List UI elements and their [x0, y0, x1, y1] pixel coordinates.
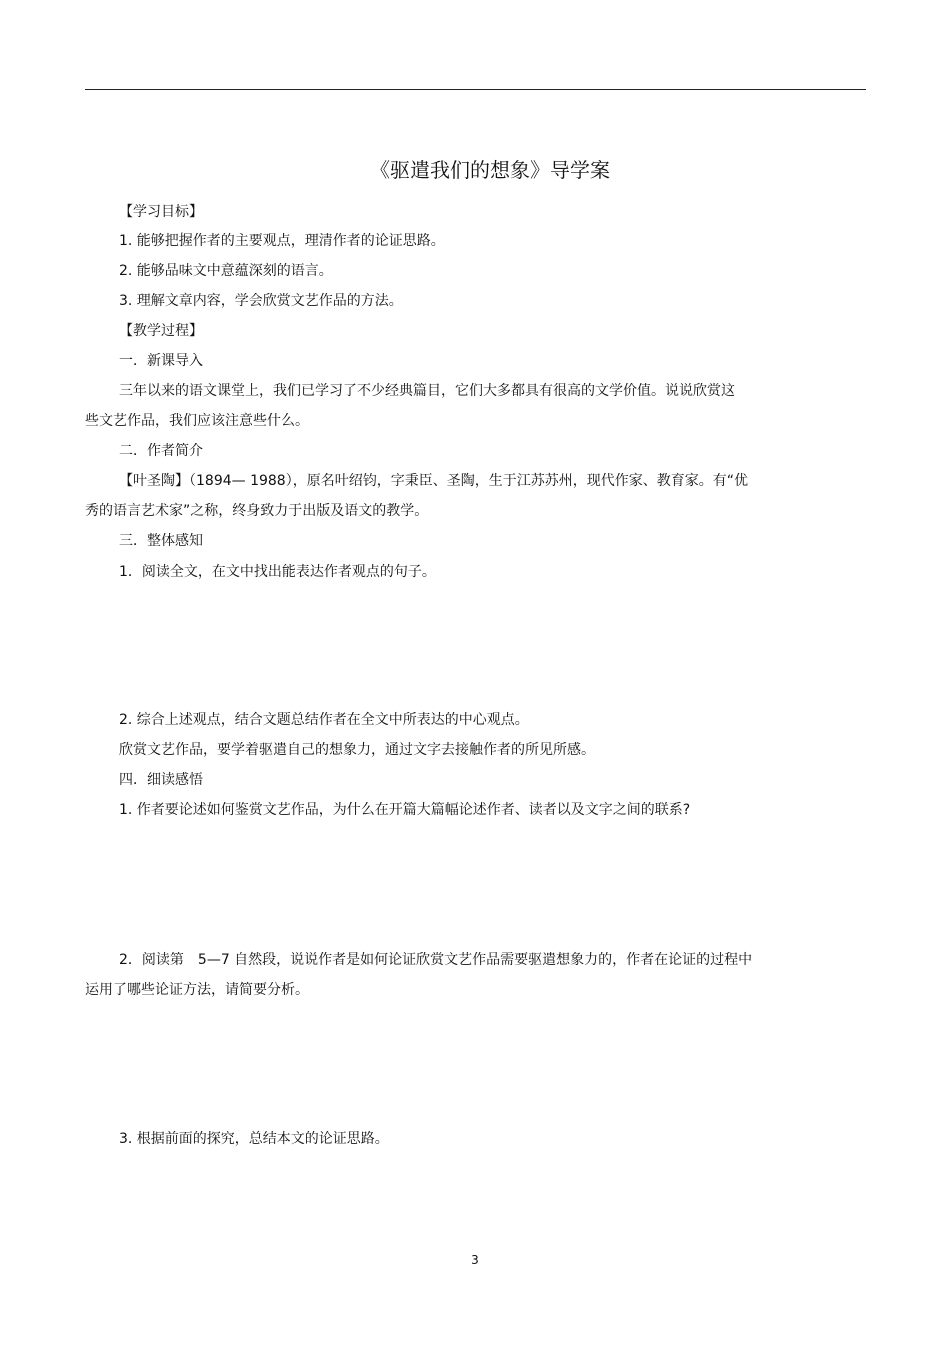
section-heading-author: 二．作者简介	[119, 443, 203, 459]
objective-item: 2. 能够品味文中意蕴深刻的语言。	[119, 263, 333, 279]
question-close-reading-2-line: 运用了哪些论证方法，请简要分析。	[85, 982, 309, 998]
question-close-reading-1: 1. 作者要论述如何鉴赏文艺作品，为什么在开篇大篇幅论述作者、读者以及文字之间的联系?	[119, 802, 691, 818]
author-paragraph-line: 【叶圣陶】（1894— 1988），原名叶绍钧，字秉臣、圣陶，生于江苏苏州，现代作家、教育家。有“优	[119, 473, 748, 489]
process-heading: 【教学过程】	[119, 323, 203, 339]
objective-item: 1. 能够把握作者的主要观点，理清作者的论证思路。	[119, 233, 445, 249]
document-title: 《驱遣我们的想象》导学案	[370, 158, 610, 182]
answer-overall-2: 欣赏文艺作品，要学着驱遣自己的想象力，通过文字去接触作者的所见所感。	[119, 742, 595, 758]
question-overall-1: 1．阅读全文，在文中找出能表达作者观点的句子。	[119, 564, 436, 580]
question-close-reading-2-line: 2．阅读第 5—7 自然段，说说作者是如何论证欣赏文艺作品需要驱遣想象力的，作者在论证的过程中	[119, 952, 753, 968]
page-number: 3	[471, 1253, 479, 1267]
question-overall-2: 2. 综合上述观点，结合文题总结作者在全文中所表达的中心观点。	[119, 712, 529, 728]
section-heading-close-reading: 四．细读感悟	[119, 772, 203, 788]
objectives-heading: 【学习目标】	[119, 204, 203, 220]
section-heading-intro: 一．新课导入	[119, 353, 203, 369]
question-close-reading-3: 3. 根据前面的探究，总结本文的论证思路。	[119, 1131, 389, 1147]
intro-paragraph-line: 些文艺作品，我们应该注意些什么。	[85, 413, 309, 429]
header-rule	[85, 89, 866, 90]
section-heading-overall: 三．整体感知	[119, 533, 203, 549]
objective-item: 3. 理解文章内容，学会欣赏文艺作品的方法。	[119, 293, 403, 309]
author-paragraph-line: 秀的语言艺术家”之称，终身致力于出版及语文的教学。	[85, 503, 429, 519]
intro-paragraph-line: 三年以来的语文课堂上，我们已学习了不少经典篇目，它们大多都具有很高的文学价值。说说欣赏这	[119, 383, 735, 399]
